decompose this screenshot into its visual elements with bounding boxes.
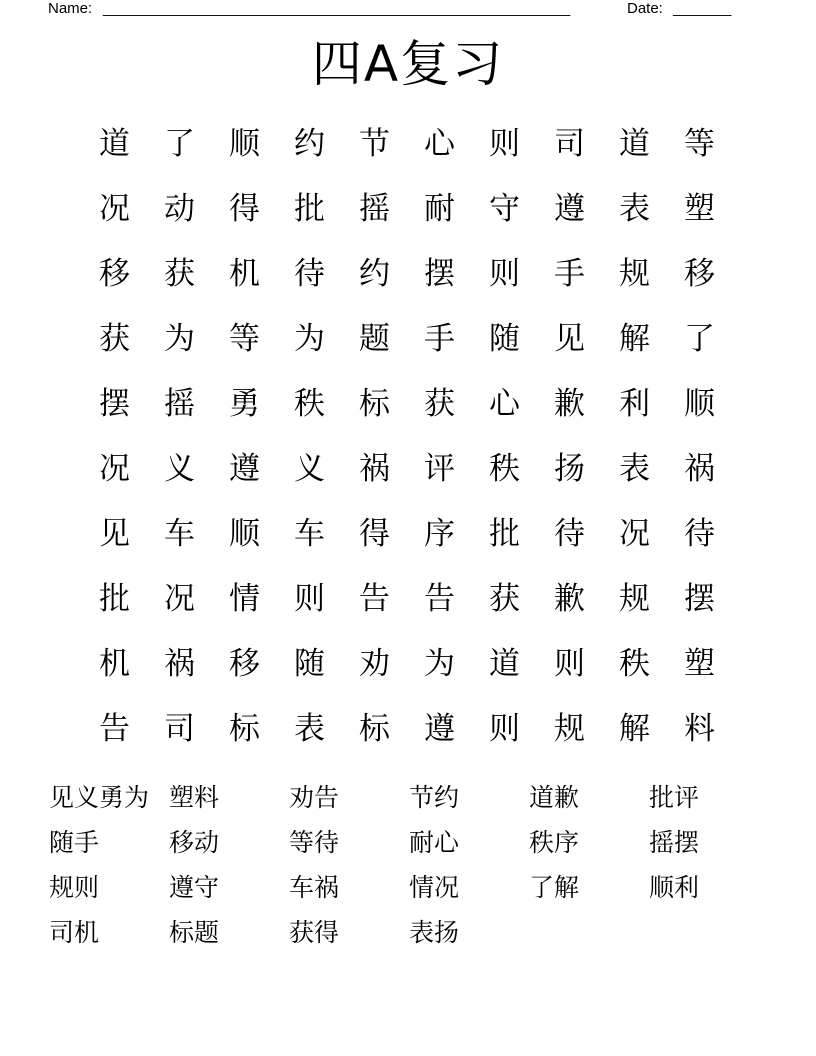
grid-cell: 题: [359, 321, 390, 357]
grid-cell: 心: [489, 386, 520, 422]
grid-cell: 标: [359, 386, 390, 422]
grid-cell: 利: [619, 386, 650, 422]
grid-cell: 车: [164, 516, 195, 552]
grid-cell: 则: [489, 256, 520, 292]
grid-cell: 解: [619, 711, 650, 747]
word-list-item: 节约: [409, 783, 460, 812]
grid-cell: 标: [229, 711, 260, 747]
grid-cell: 批: [489, 516, 520, 552]
word-list-item: 表扬: [409, 918, 460, 947]
word-list-item: 等待: [289, 828, 340, 857]
grid-cell: 告: [424, 581, 455, 617]
grid-cell: 道: [489, 646, 520, 682]
grid-cell: 解: [619, 321, 650, 357]
grid-cell: 见: [554, 321, 585, 357]
grid-cell: 见: [99, 516, 130, 552]
word-list-item: 批评: [649, 783, 700, 812]
grid-cell: 批: [99, 581, 130, 617]
grid-cell: 遵: [424, 711, 455, 747]
grid-cell: 手: [424, 321, 455, 357]
grid-cell: 待: [684, 516, 715, 552]
grid-cell: 序: [424, 516, 455, 552]
grid-cell: 则: [489, 711, 520, 747]
grid-cell: 摆: [424, 256, 455, 292]
date-line: _______: [673, 0, 732, 17]
word-list-item: 司机: [49, 918, 100, 947]
grid-cell: 了: [684, 321, 715, 357]
grid-cell: 顺: [229, 126, 260, 162]
grid-cell: 况: [164, 581, 195, 617]
grid-cell: 义: [294, 451, 325, 487]
grid-cell: 歉: [554, 581, 585, 617]
grid-cell: 心: [424, 126, 455, 162]
grid-cell: 秩: [619, 646, 650, 682]
grid-cell: 待: [294, 256, 325, 292]
grid-cell: 规: [554, 711, 585, 747]
grid-cell: 随: [489, 321, 520, 357]
grid-cell: 祸: [359, 451, 390, 487]
grid-cell: 祸: [164, 646, 195, 682]
grid-cell: 规: [619, 581, 650, 617]
grid-cell: 表: [619, 191, 650, 227]
word-list-item: 了解: [529, 873, 580, 902]
grid-cell: 表: [619, 451, 650, 487]
grid-cell: 机: [229, 256, 260, 292]
grid-cell: 为: [424, 646, 455, 682]
grid-cell: 摇: [164, 386, 195, 422]
word-list-item: 顺利: [649, 873, 700, 902]
word-search-grid: [82, 112, 732, 762]
grid-cell: 获: [99, 321, 130, 357]
grid-cell: 随: [294, 646, 325, 682]
grid-cell: 况: [619, 516, 650, 552]
grid-cell: 扬: [554, 451, 585, 487]
word-list-item: 摇摆: [649, 828, 700, 857]
grid-cell: 歉: [554, 386, 585, 422]
grid-cell: 秩: [489, 451, 520, 487]
word-list-item: 遵守: [169, 873, 220, 902]
grid-cell: 标: [359, 711, 390, 747]
grid-cell: 顺: [229, 516, 260, 552]
grid-cell: 批: [294, 191, 325, 227]
word-list-item: 劝告: [289, 783, 340, 812]
grid-cell: 遵: [554, 191, 585, 227]
grid-cell: 况: [99, 191, 130, 227]
grid-cell: 司: [164, 711, 195, 747]
word-list-item: 见义勇为: [49, 783, 150, 812]
grid-cell: 义: [164, 451, 195, 487]
grid-cell: 节: [359, 126, 390, 162]
grid-cell: 秩: [294, 386, 325, 422]
grid-cell: 摆: [684, 581, 715, 617]
grid-cell: 等: [684, 126, 715, 162]
grid-cell: 获: [489, 581, 520, 617]
grid-cell: 劝: [359, 646, 390, 682]
word-list-item: 移动: [169, 828, 220, 857]
grid-cell: 则: [554, 646, 585, 682]
word-list-item: 随手: [49, 828, 100, 857]
grid-cell: 约: [359, 256, 390, 292]
grid-cell: 祸: [684, 451, 715, 487]
grid-cell: 道: [619, 126, 650, 162]
grid-cell: 摆: [99, 386, 130, 422]
header: [48, 0, 748, 20]
grid-cell: 摇: [359, 191, 390, 227]
grid-cell: 规: [619, 256, 650, 292]
grid-cell: 约: [294, 126, 325, 162]
grid-cell: 得: [359, 516, 390, 552]
grid-cell: 则: [489, 126, 520, 162]
grid-cell: 机: [99, 646, 130, 682]
grid-cell: 情: [229, 581, 260, 617]
grid-cell: 移: [229, 646, 260, 682]
grid-cell: 告: [359, 581, 390, 617]
grid-cell: 道: [99, 126, 130, 162]
grid-cell: 手: [554, 256, 585, 292]
word-list-item: 车祸: [289, 873, 340, 902]
date-label: Date:: [627, 0, 663, 17]
word-list-item: 获得: [289, 918, 340, 947]
grid-cell: 为: [164, 321, 195, 357]
word-list-item: 规则: [49, 873, 100, 902]
grid-cell: 获: [164, 256, 195, 292]
grid-cell: 了: [164, 126, 195, 162]
grid-cell: 料: [684, 711, 715, 747]
word-list: [49, 775, 769, 955]
grid-cell: 守: [489, 191, 520, 227]
grid-cell: 况: [99, 451, 130, 487]
grid-cell: 塑: [684, 646, 715, 682]
grid-cell: 告: [99, 711, 130, 747]
grid-cell: 遵: [229, 451, 260, 487]
grid-cell: 勇: [229, 386, 260, 422]
word-list-item: 道歉: [529, 783, 580, 812]
grid-cell: 动: [164, 191, 195, 227]
grid-cell: 耐: [424, 191, 455, 227]
word-list-item: 塑料: [169, 783, 220, 812]
word-list-item: 耐心: [409, 828, 460, 857]
grid-cell: 移: [684, 256, 715, 292]
grid-cell: 等: [229, 321, 260, 357]
word-list-item: 情况: [409, 873, 460, 902]
grid-cell: 表: [294, 711, 325, 747]
grid-cell: 塑: [684, 191, 715, 227]
name-label: Name:: [48, 0, 93, 17]
grid-cell: 则: [294, 581, 325, 617]
word-list-item: 秩序: [529, 828, 580, 857]
grid-cell: 车: [294, 516, 325, 552]
grid-cell: 移: [99, 256, 130, 292]
grid-cell: 为: [294, 321, 325, 357]
grid-cell: 待: [554, 516, 585, 552]
word-list-item: 标题: [169, 918, 220, 947]
grid-cell: 评: [424, 451, 455, 487]
grid-cell: 司: [554, 126, 585, 162]
grid-cell: 获: [424, 386, 455, 422]
name-line: ________________________________________________________: [103, 0, 571, 17]
grid-cell: 顺: [684, 386, 715, 422]
page-title: 四A复习: [311, 35, 505, 93]
grid-cell: 得: [229, 191, 260, 227]
